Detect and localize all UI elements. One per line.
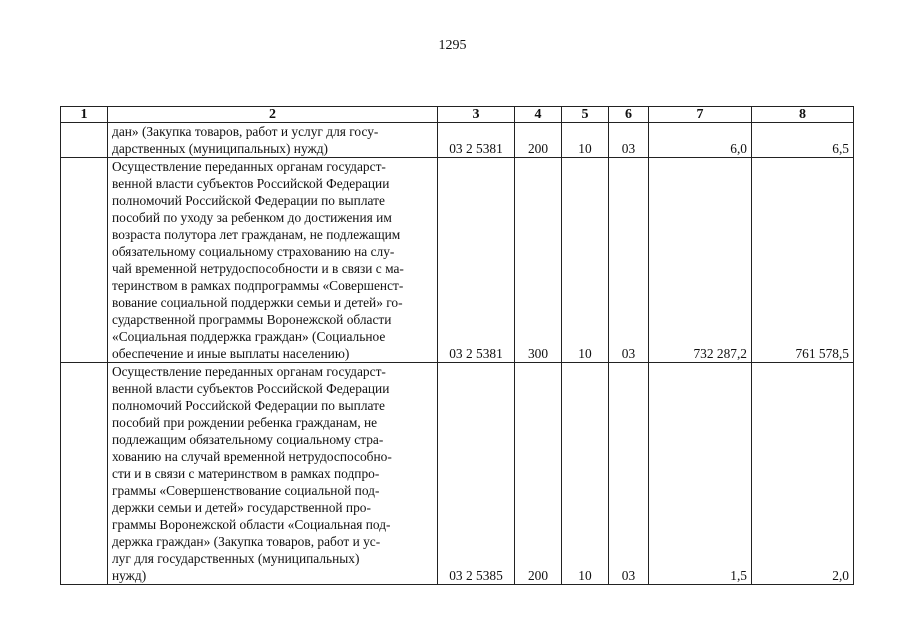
table-header [61, 107, 854, 123]
header-col-7: 7 [649, 107, 752, 123]
budget-table [60, 106, 854, 585]
description-text: Осуществление переданных органам государст- венной власти субъектов Российской Федерации полномочий Российской Федерации по выплате пособий по уходу за ребенком до достижения им возраста полутора лет гражданам, не подлежащим обязательному социальному страхованию на слу- чай временной нетрудоспособности и в связи с ма- теринством в рамках подпрограммы «Совершенст- вование социальной поддержки семьи и детей» го- сударственной программы Воронежской области «Социальная поддержка граждан» (Социальное обеспечение и иные выплаты населению) [112, 159, 404, 361]
header-col-3: 3 [438, 107, 515, 123]
target-article-cell: 03 2 5381 [438, 158, 515, 363]
header-row [61, 107, 854, 123]
header-col-8: 8 [752, 107, 854, 123]
table-row [61, 158, 854, 363]
table-row [61, 363, 854, 585]
header-col-2: 2 [108, 107, 438, 123]
subsection-cell: 03 [609, 363, 649, 585]
row-number-cell [61, 158, 108, 363]
description-cell [108, 363, 438, 585]
header-col-1: 1 [61, 107, 108, 123]
header-col-6: 6 [609, 107, 649, 123]
expense-type-cell: 300 [515, 158, 562, 363]
description-text: Осуществление переданных органам государст- венной власти субъектов Российской Федерации полномочий Российской Федерации по выплате пособий при рождении ребенка гражданам, не подлежащим обязательному социальному стра- хованию на случай временной нетрудоспособно- сти и в связи с материнством в рамках подпро- граммы «Совершенствование социальной под- держки семьи и детей» государственной про- граммы Воронежской области «Социальная под- держка граждан» (Закупка товаров, работ и ус- луг для государственных (муниципальных) нужд) [112, 364, 392, 583]
header-col-4: 4 [515, 107, 562, 123]
amount-year1-cell: 6,0 [649, 123, 752, 158]
table-body [61, 123, 854, 585]
header-col-5: 5 [562, 107, 609, 123]
subsection-cell: 03 [609, 123, 649, 158]
description-cell [108, 158, 438, 363]
section-cell: 10 [562, 123, 609, 158]
amount-year1-cell: 1,5 [649, 363, 752, 585]
description-text: дан» (Закупка товаров, работ и услуг для госу- дарственных (муниципальных) нужд) [112, 124, 379, 156]
section-cell: 10 [562, 158, 609, 363]
expense-type-cell: 200 [515, 363, 562, 585]
page-number: 1295 [438, 38, 467, 53]
target-article-cell: 03 2 5381 [438, 123, 515, 158]
section-cell: 10 [562, 363, 609, 585]
table-row [61, 123, 854, 158]
amount-year2-cell: 2,0 [752, 363, 854, 585]
row-number-cell [61, 363, 108, 585]
amount-year2-cell: 6,5 [752, 123, 854, 158]
amount-year2-cell: 761 578,5 [752, 158, 854, 363]
amount-year1-cell: 732 287,2 [649, 158, 752, 363]
description-cell [108, 123, 438, 158]
row-number-cell [61, 123, 108, 158]
expense-type-cell: 200 [515, 123, 562, 158]
subsection-cell: 03 [609, 158, 649, 363]
target-article-cell: 03 2 5385 [438, 363, 515, 585]
